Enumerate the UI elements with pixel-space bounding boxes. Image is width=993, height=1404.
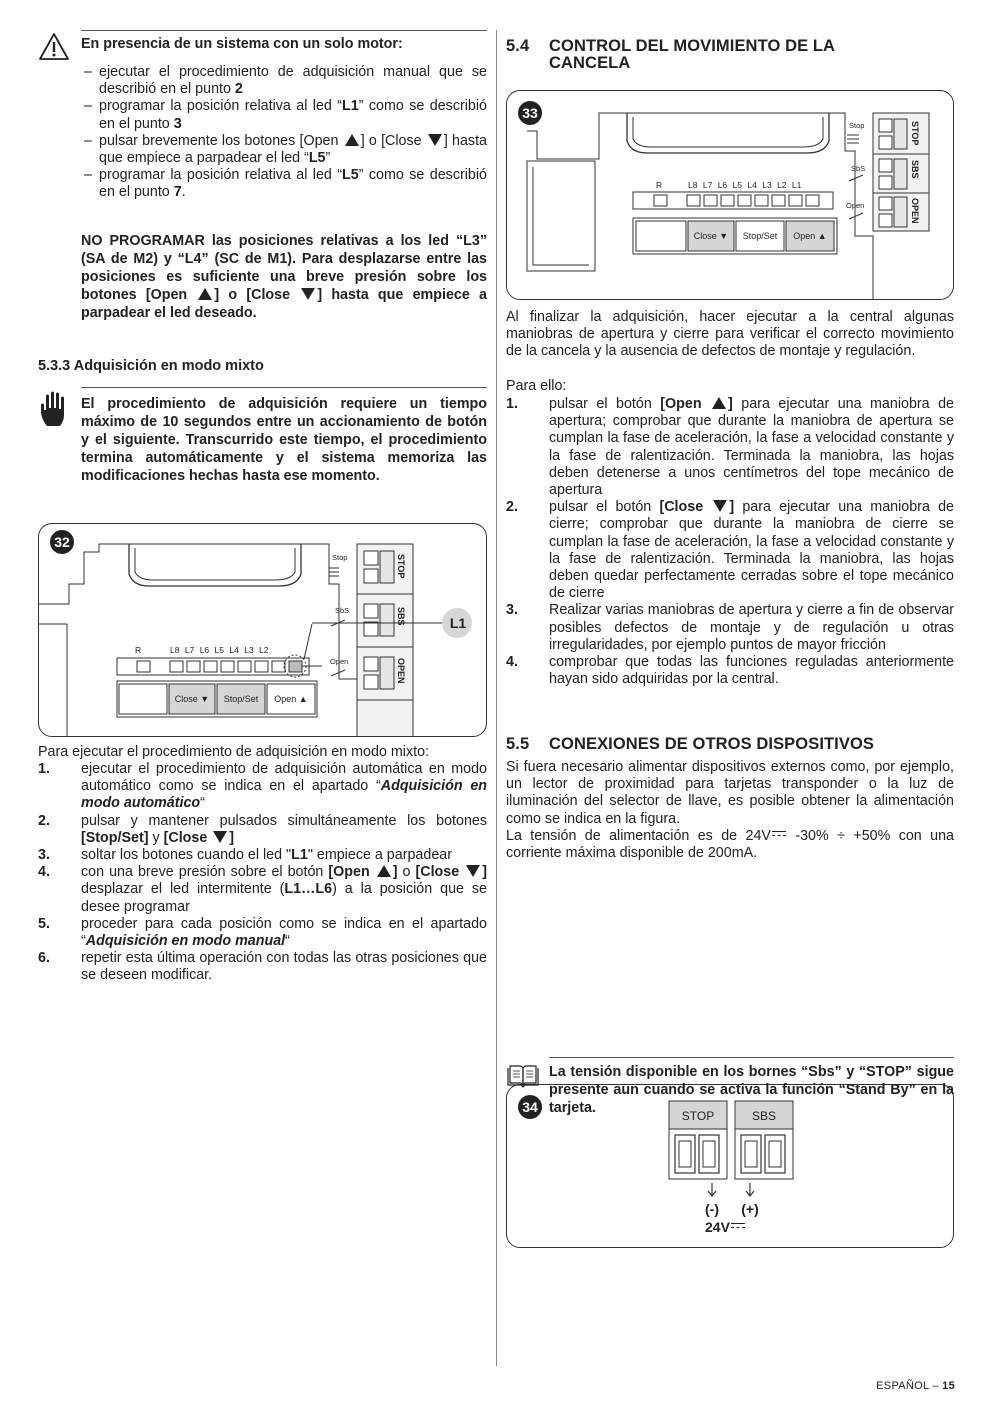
book-icon bbox=[506, 1064, 540, 1088]
list-item: 4. comprobar que todas las funciones reguladas anteriormente hayan sido adquiridas por la central. bbox=[506, 654, 954, 688]
triangle-down-icon bbox=[466, 865, 480, 877]
terminal-tag-sbs: SBS bbox=[396, 607, 406, 626]
triangle-down-icon bbox=[428, 134, 442, 146]
list-item: 1. pulsar el botón [Open ] para ejecutar una maniobra de apertura; comprobar que durante la maniobra de apertura se cumplan la fase de aceleración, la fase a velocidad constante y la fase de ralentización. Terminada la maniobra, las hojas deben detenerse a unos centímetros del tope mecánico de apertura bbox=[506, 396, 955, 499]
plus-label: (+) bbox=[741, 1201, 759, 1217]
hand-rule bbox=[81, 387, 487, 388]
list-item: – ejecutar el procedimiento de adquisición manual que se describió en el punto 2 bbox=[81, 64, 487, 98]
terminal-sbs-label: SbS bbox=[335, 606, 350, 615]
column-divider bbox=[496, 30, 497, 1366]
list-item: – programar la posición relativa al led “L1” como se describió en el punto 3 bbox=[81, 98, 487, 132]
figure-number-badge: 32 bbox=[50, 530, 74, 554]
right-column bbox=[506, 30, 955, 1235]
page-number: 15 bbox=[942, 1380, 955, 1392]
paragraph-para-ello: Para ello: bbox=[506, 378, 567, 394]
triangle-down-icon bbox=[713, 500, 727, 512]
book-rule bbox=[549, 1057, 954, 1058]
terminal-tag-stop: STOP bbox=[910, 121, 920, 146]
list-item: 1. ejecutar el procedimiento de adquisición automática en modo automático como se indica en el apartado “Adquisición en modo automático“ bbox=[38, 761, 487, 812]
section-55-number: 5.5 bbox=[506, 735, 530, 753]
verify-steps bbox=[506, 396, 954, 688]
led-label-r: R bbox=[135, 645, 142, 655]
l1-callout: L1 bbox=[449, 615, 467, 631]
control-board-diagram bbox=[39, 524, 487, 737]
list-item: – pulsar brevemente los botones [Open ] o [Close ] hasta que empiece a parpadear el led “L5” bbox=[81, 133, 487, 167]
hand-icon bbox=[38, 390, 72, 428]
list-item: – programar la posición relativa al led “L5” como se describió en el punto 7. bbox=[81, 167, 487, 201]
book-note: La tensión disponible en los bornes “Sbs” y “STOP” sigue presente aun cuando se activa la función “Stand By” en la tarjeta. bbox=[549, 1064, 954, 1116]
figure-32 bbox=[38, 523, 487, 737]
sbs-terminal-label: SBS bbox=[751, 1109, 776, 1123]
list-item: 3. Realizar varias maniobras de apertura y cierre a fin de observar posibles defectos de montaje y de regulación u otras irregularidades, por ejemplo puntos de mayor fricción bbox=[506, 602, 954, 653]
terminal-sbs-label: SbS bbox=[851, 164, 866, 173]
triangle-down-icon bbox=[213, 831, 227, 843]
close-button-label: Close ▼ bbox=[693, 231, 729, 241]
led-labels: L8 L7 L6 L5 L4 L3 L2 L1 bbox=[688, 180, 802, 190]
minus-label: (-) bbox=[705, 1201, 719, 1217]
list-item: 5. proceder para cada posición como se indica en el apartado “Adquisición en modo manual“ bbox=[38, 915, 487, 950]
section-54-title: CONTROL DEL MOVIMIENTO DE LA CANCELA bbox=[549, 37, 835, 72]
dc-symbol-icon bbox=[771, 829, 787, 839]
control-board-diagram bbox=[507, 91, 954, 300]
warning-rule bbox=[81, 30, 487, 31]
warning-title: En presencia de un sistema con un solo motor: bbox=[81, 36, 403, 52]
triangle-up-icon bbox=[198, 288, 212, 300]
triangle-down-icon bbox=[301, 288, 315, 300]
list-item: 2. pulsar y mantener pulsados simultáneamente los botones [Stop/Set] y [Close ] bbox=[38, 812, 487, 846]
voltage-label: 24V bbox=[705, 1219, 746, 1236]
stop-set-button-label: Stop/Set bbox=[223, 694, 259, 704]
paragraph-external-devices: Si fuera necesario alimentar dispositivos externos como, por ejemplo, un lector de proximidad para tarjetas transponder o la luz de iluminación del selector de llave, es posible obtener la alimentación como se indica en la figura. bbox=[506, 759, 954, 827]
list-item: 2. pulsar el botón [Close ] para ejecutar una maniobra de cierre; comprobar que durante la maniobra de cierre se cumplan la fase de aceleración, la fase a velocidad constante y la fase de ralentización. Terminada la maniobra, las hojas deben quedar perfectamente cerradas sobre el tope mecánico de cierre bbox=[506, 499, 955, 602]
stop-set-button-label: Stop/Set bbox=[742, 231, 778, 241]
close-button-label: Close ▼ bbox=[174, 694, 210, 704]
triangle-up-icon bbox=[377, 865, 391, 877]
terminal-tag-open: OPEN bbox=[910, 198, 920, 224]
terminal-tag-open: OPEN bbox=[396, 658, 406, 684]
terminal-tag-stop: STOP bbox=[396, 554, 406, 579]
mixed-steps bbox=[38, 761, 487, 985]
dc-symbol-icon bbox=[730, 1221, 746, 1231]
section-55-title: CONEXIONES DE OTROS DISPOSITIVOS bbox=[549, 735, 875, 753]
hand-note: El procedimiento de adquisición requiere un tiempo máximo de 10 segundos entre un accionamiento de botón y el siguiente. Transcurrido este tiempo, el procedimiento termina automáticamente y el sistema memoriza las modificaciones hechas hasta ese momento. bbox=[81, 396, 487, 484]
led-labels: L8 L7 L6 L5 L4 L3 L2 bbox=[170, 645, 269, 655]
list-item: 4. con una breve presión sobre el botón [Open ] o [Close ] desplazar el led intermitente (L1…L6) a la posición que se desee programar bbox=[38, 864, 488, 915]
left-column bbox=[38, 30, 488, 984]
mixed-intro: Para ejecutar el procedimiento de adquisición en modo mixto: bbox=[38, 744, 430, 760]
triangle-up-icon bbox=[712, 397, 726, 409]
terminal-open-label: Open bbox=[846, 201, 865, 210]
terminal-tag-sbs: SBS bbox=[910, 160, 920, 179]
list-item: 6. repetir esta última operación con todas las otras posiciones que se deseen modificar. bbox=[38, 950, 487, 984]
paragraph-verify: Al finalizar la adquisición, hacer ejecutar a la central algunas maniobras de apertura y cierre para verificar el correcto movimiento de la cancela y la ausencia de defectos de montaje y regulación. bbox=[506, 309, 954, 360]
paragraph-voltage: La tensión de alimentación es de 24V -30% ÷ +50% con una corriente máxima disponible de 200mA. bbox=[506, 828, 954, 862]
section-533-title: 5.3.3 Adquisición en modo mixto bbox=[38, 358, 264, 374]
figure-33 bbox=[506, 90, 954, 300]
stop-terminal-label: STOP bbox=[681, 1109, 715, 1123]
led-label-r: R bbox=[656, 180, 663, 190]
figure-number-badge: 34 bbox=[518, 1095, 542, 1119]
page-footer: ESPAÑOL – 15 bbox=[876, 1380, 955, 1392]
figure-number-badge: 33 bbox=[518, 101, 542, 125]
section-54-number: 5.4 bbox=[506, 37, 530, 55]
terminal-open-label: Open bbox=[330, 657, 349, 666]
open-button-label: Open ▲ bbox=[793, 231, 827, 241]
triangle-up-icon bbox=[345, 134, 359, 146]
terminal-stop-label: Stop bbox=[849, 121, 865, 130]
single-motor-list bbox=[81, 64, 487, 202]
list-item: 3. soltar los botones cuando el led "L1" empiece a parpadear bbox=[38, 847, 452, 864]
no-program-note: NO PROGRAMAR las posiciones relativas a los led “L3” (SA de M2) y “L4” (SC de M1). Para desplazarse entre las posiciones es suficiente una breve presión sobre los botones [Open ] o [Close ] hasta que empiece a parpadear el led deseado. bbox=[81, 233, 487, 321]
warning-icon bbox=[38, 32, 72, 62]
terminal-stop-label: Stop bbox=[332, 553, 348, 562]
open-button-label: Open ▲ bbox=[274, 694, 308, 704]
